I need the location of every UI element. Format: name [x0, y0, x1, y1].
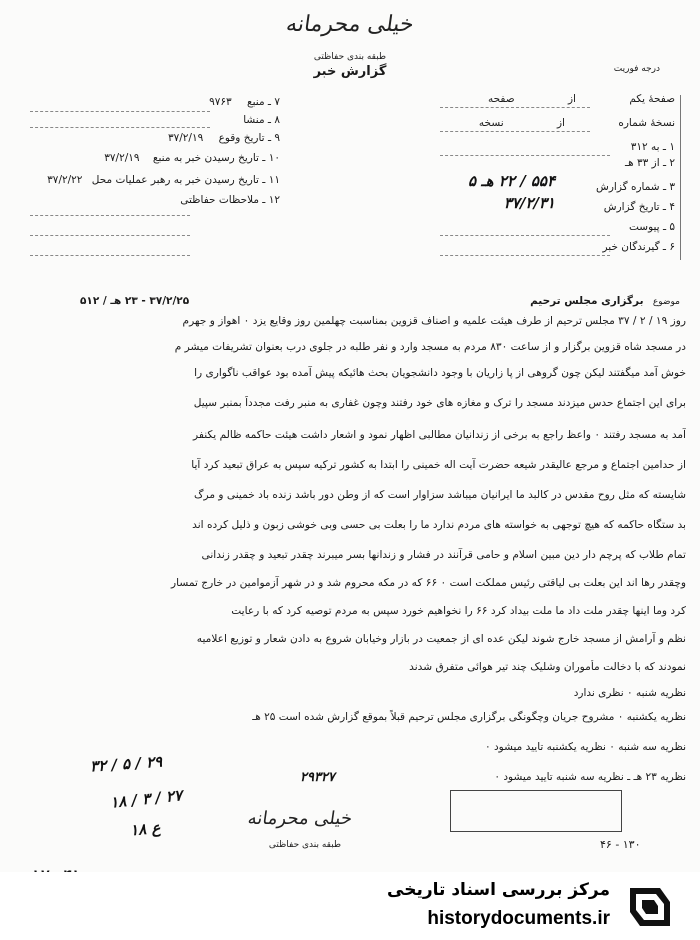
field-mid: از — [556, 117, 565, 129]
bottom-classification-stamp: خیلی محرمانه — [246, 808, 354, 829]
subject-label: موضوع — [652, 297, 680, 307]
body-line: برای این اجتماع حدس میزدند مسجد را ترک و مغازه های خود رفتند وچون غفاری به منبر رفت مجدداً بمنبر سپیل — [193, 397, 686, 409]
subject-text: برگزاری مجلس ترحیم — [530, 295, 644, 307]
field-value: ۹۷۶۳ — [209, 96, 232, 108]
dash-line — [440, 107, 590, 108]
dash-line — [440, 131, 590, 132]
dash-line — [30, 215, 190, 216]
body-line: در مسجد شاه قزوین برگزار و از ساعت ۸۳۰ مردم به مسجد وارد و نفر طلبه در جلوی درب بعنوان تشریفات میشر م — [174, 341, 686, 353]
body-line: بد ستگاه حاکمه که هیچ توجهی به خواسته های مردم ندارد ما را بعلت بی حسی وبی خوشی زبون و ذلیل کرده اند — [192, 519, 686, 531]
field-end: نسخه — [478, 117, 504, 129]
body-line: تمام طلاب که پرچم دار دین مبین اسلام و حامی قرآنند در فشار و زندانها بسر میبرند چقدر تبعید و چقدر زندانی — [201, 549, 686, 561]
field-ops-received-date — [47, 173, 280, 187]
body-line: خوش آمد میگفتند لیکن چون گروهی از پا زاریان با وجود دانشجویان بحث هائیکه پیش آمده بود عواقب ناگواری را — [194, 367, 686, 379]
field-source — [209, 95, 280, 109]
subject-ref-number: ۳۷/۲/۲۵ - ۲۳ هـ / ۵۱۲ — [80, 295, 190, 307]
body-line: کرد وما اینها چقدر ملت داد ما ملت بیداد کرد ۶۶ را نخواهیم خورد سپس به مردم توصیه کرد که با رعایت — [231, 605, 686, 617]
handwritten-note: ۳۲ / ۵ / ۲۹ — [89, 752, 163, 776]
field-label: ۱۱ ـ تاریخ رسیدن خبر به رهبر عملیات محل — [91, 174, 280, 186]
body-line: روز ۱۹ / ۲ / ۳۷ مجلس ترحیم از طرف هیئت علمیه و اصناف قزوین بمناسبت چهلمین روز وقایع یزد ۰ اهواز و جهرم — [182, 315, 686, 327]
dash-line — [30, 127, 210, 128]
handwritten-note: ۱۸ / ۳ / ۲۷ — [109, 786, 183, 812]
field-label: ۱۰ ـ تاریخ رسیدن خبر به منبع — [152, 152, 280, 164]
registration-number: ۲۹۳۲۷ — [300, 770, 335, 785]
body-line: آمد به مسجد رفتند ۰ واعظ راجع به برخی از زندانیان مطالبی اظهار نمود و اشعار داشت هیئت حاکمه ظالم یکنفر — [193, 429, 686, 441]
field-occurrence-date — [168, 131, 280, 145]
org-url: historydocuments.ir — [427, 908, 610, 929]
field-label: ۷ ـ منبع — [247, 96, 280, 108]
field-report-number: ۳ ـ شماره گزارش — [596, 181, 675, 193]
priority-label: درجه فوریت — [613, 64, 660, 74]
report-date-value: ۳۷/۲/۳۱ — [503, 194, 555, 212]
report-number-value: ۵۵۴ / ۲۲ هـ ۵ — [467, 172, 555, 190]
body-line: شایسته که مثل روح مقدس در کالبد ما ایرانیان میباشد سزاوار است که از وطن دور باشد زنده باد خمینی و مرگ — [194, 489, 686, 501]
archive-logo-icon — [624, 880, 676, 932]
field-to: ۱ ـ به ۳۱۲ — [630, 141, 675, 153]
classification-label: طبقه بندی حفاظتی — [313, 52, 387, 62]
body-line: نمودند که با دخالت مأموران وشلیک چند تیر هوائی متفرق شدند — [409, 661, 686, 673]
opinion-tuesday: نظریه سه شنبه ۰ نظریه یکشنبه تایید میشود ۰ — [485, 741, 686, 753]
dash-line — [30, 111, 210, 112]
field-copy — [440, 116, 675, 130]
dash-line — [440, 235, 610, 236]
field-label: صفحهٔ یکم — [629, 93, 675, 105]
field-value: ۳۷/۲/۲۲ — [47, 174, 83, 186]
handwritten-note: ۱۸ ع — [129, 818, 162, 840]
field-security-notes: ۱۲ ـ ملاحظات حفاظتی — [180, 194, 280, 206]
bottom-classification-label: طبقه بندی حفاظتی — [268, 840, 342, 850]
field-from: ۲ ـ از ۳۳ هـ — [625, 157, 675, 169]
field-value: ۳۷/۲/۱۹ — [167, 132, 204, 144]
right-border — [680, 95, 681, 260]
dash-line — [30, 235, 190, 236]
top-classification-stamp: خیلی محرمانه — [284, 12, 416, 37]
field-page — [440, 92, 675, 106]
field-source-received-date — [104, 151, 280, 165]
subject — [530, 294, 680, 309]
dash-line — [440, 155, 610, 156]
field-mid: از — [567, 93, 576, 105]
bottom-code: ۴۶ - ۱۳۰ — [600, 838, 641, 851]
dash-line — [440, 255, 610, 256]
opinion-saturday: نظریه شنبه ۰ نظری ندارد — [573, 687, 686, 699]
field-origin: ۸ ـ منشا — [243, 114, 280, 126]
field-label: ۹ ـ تاریخ وقوع — [218, 132, 280, 144]
registration-stamp-box — [450, 790, 622, 832]
org-name: مرکز بررسی اسناد تاریخی — [387, 880, 610, 900]
dash-line — [30, 255, 190, 256]
field-recipients: ۶ ـ گیرندگان خبر — [602, 241, 675, 253]
field-value: ۳۷/۲/۱۹ — [104, 152, 140, 164]
body-line: وچقدر رها اند این بعلت بی لیاقتی رئیس مملکت است ۰ ۶۶ که در مکه محروم شد و در شهر آزموامین در خارج تمسار — [171, 577, 686, 589]
opinion-final: نظریه ۲۳ هـ ـ نظریه سه شنبه تایید میشود ۰ — [494, 771, 686, 783]
field-end: صفحه — [487, 93, 515, 105]
body-line: از حدامین اجتماع و مرجع عالیقدر شیعه حضرت آیت اله خمینی را ابتدا به کشور ترکیه سپس به عراق تبعید کرد آیا — [191, 459, 686, 471]
opinion-sunday: نظریه یکشنبه ۰ مشروح جریان وچگونگی برگزاری مجلس ترحیم قبلاً بموقع گزارش شده است ۲۵ هـ — [252, 711, 686, 723]
field-label: نسخهٔ شماره — [618, 117, 675, 129]
body-line: نظم و آرامش از مسجد خارج شوند لیکن عده ای از جمعیت در بازار وخیابان شروع به دادن شعار و توزیع اعلامیه — [196, 633, 686, 645]
field-report-date: ۴ ـ تاریخ گزارش — [603, 201, 675, 213]
report-title: گزارش خبر — [313, 64, 387, 79]
field-attachment: ۵ ـ پیوست — [628, 221, 675, 233]
